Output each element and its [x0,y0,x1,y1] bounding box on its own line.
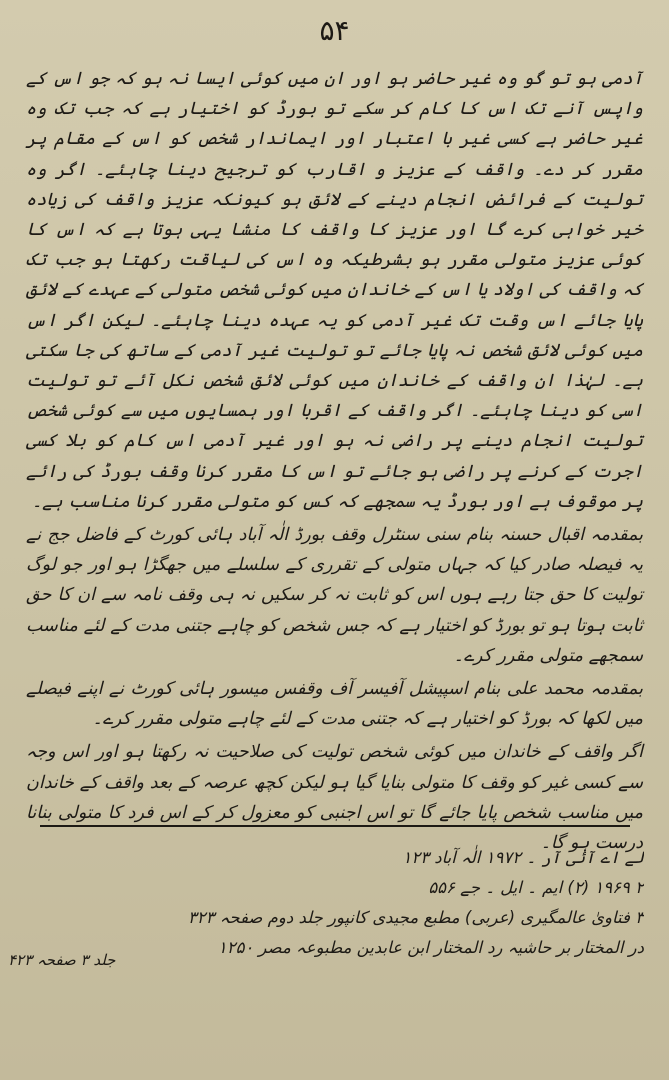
paragraph: آدمی ہو تو گو وہ غیر حاضر ہو اور ان میں کوئی ایسا نہ ہو کہ جو اس کے واپس آنے تک اس کا کام کر سکے تو بورڈ کو اختیار ہے کہ جب تک وہ غیر حاضر ہے کسی غیر با اعتبار اور ایماندار شخص کو اس کے مقام پر مقرر کر دے۔ واقف کے عزیز و اقارب کو ترجیح دینا چاہئے۔ اگر وہ تولیت کے فرائض انجام دینے کے لائق ہو کیونکہ عزیز واقف کی زیادہ خیر خواہی کرے گا اور عزیز کا واقف کا منشا یہی ہوتا ہے کہ اس کا کوئی عزیز متولی مقرر ہو بشرطیکہ وہ اس کی لیاقت رکھتا ہو جب تک کہ واقف کی اولاد یا اس کے خاندان میں کوئی شخص متولی کے عہدے کے لائق پایا جائے اس وقت تک غیر آدمی کو یہ عہدہ دینا چاہئے۔ لیکن اگر اس میں کوئی لائق شخص نہ پایا جائے تو تولیت غیر آدمی کے ساتھ کی جا سکتی ہے۔ لہٰذا ان واقف کے خاندان میں کوئی لائق شخص نکل آئے تو تولیت اسی کو دینا چاہئے۔ اگر واقف کے اقربا اور ہمسایوں میں سے کوئی شخص تولیت انجام دینے پر راضی نہ ہو اور غیر آدمی اس کام کو بلا کسی اجرت کے کرنے پر راضی ہو جائے تو اس کا مقرر کرنا وقف بورڈ کی رائے پر موقوف ہے اور بورڈ یہ سمجھے کہ کس کو متولی مقرر کرنا مناسب ہے۔ [26,69,643,512]
page-number: ۵۴ [319,14,350,47]
footnote: ۲ ۱۹۶۹ (۲) ایم ۔ ایل ۔ جے ۵۵۶ [428,878,644,897]
paragraph: بمقدمہ اقبال حسنہ بنام سنی سنٹرل وقف بورڈ الٰہ آباد ہائی کورٹ کے فاضل جج نے یہ فیصلہ صادر کیا کہ جہاں متولی کے تقرری کے سلسلے میں جھگڑا ہو اور جو لوگ تولیت کا حق جتا رہے ہوں اس کو ثابت نہ کر سکیں نہ ہی وقف نامہ سے ان کا حق ثابت ہوتا ہو تو بورڈ کو اختیار ہے کہ جس شخص کو چاہے جتنی مدت کے لئے مناسب سمجھے متولی مقرر کرے۔ [26,525,643,666]
footnote-volume-note: جلد ۳ صفحہ ۴۲۳ [8,951,116,969]
footnote: در المختار بر حاشیہ رد المختار ابن عابدین مطبوعہ مصر ۱۲۵۰ [217,938,644,957]
body-text [26,64,643,861]
paragraph: بمقدمہ محمد علی بنام اسپیشل آفیسر آف وقفس میسور ہائی کورٹ نے اپنے فیصلے میں لکھا کہ بورڈ کو اختیار ہے کہ جتنی مدت کے لئے چاہے متولی مقرر کرے۔ [26,679,643,730]
footnotes [14,843,644,963]
footnote: لے اے آئی آر ۔ ۱۹۷۲ الٰہ آباد ۱۲۳ [402,848,644,867]
footnote-divider [40,825,630,827]
footnote: ۳ فتاویٰ عالمگیری (عربی) مطبع مجیدی کانپور جلد دوم صفحہ ۳۲۳ [187,908,644,927]
paragraph: اگر واقف کے خاندان میں کوئی شخص تولیت کی صلاحیت نہ رکھتا ہو اور اس وجہ سے کسی غیر کو وقف کا متولی بنایا گیا ہو لیکن کچھ عرصہ کے بعد واقف کے خاندان میں مناسب شخص پایا جائے گا تو اس اجنبی کو معزول کر کے اس فرد کا متولی بنانا درست ہو گا۔ [26,742,643,854]
